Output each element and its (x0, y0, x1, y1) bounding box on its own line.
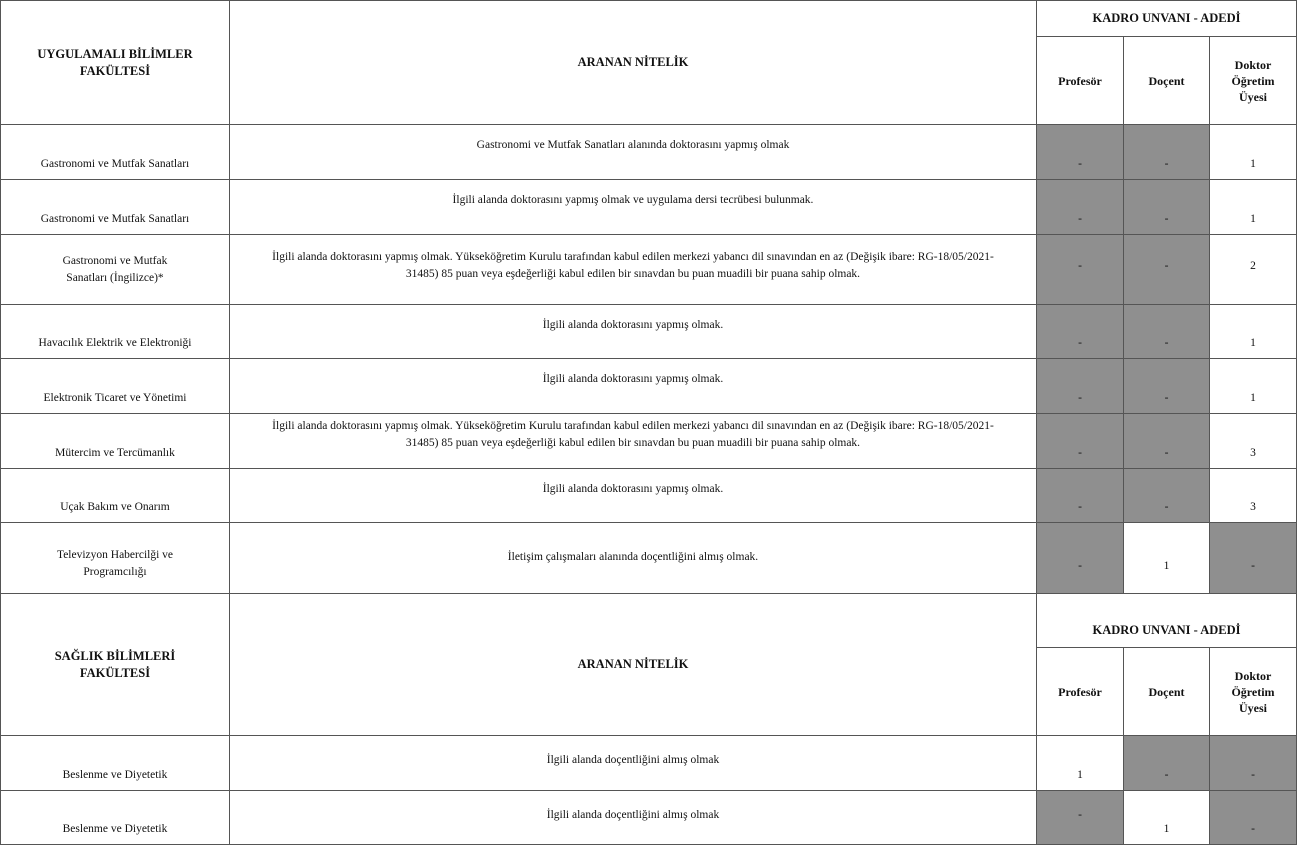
department-name: Elektronik Ticaret ve Yönetimi (1, 359, 230, 414)
count-dr-faculty: - (1210, 791, 1297, 845)
count-docent: - (1124, 235, 1210, 305)
count-docent: - (1124, 305, 1210, 359)
department-name: Beslenme ve Diyetetik (1, 791, 230, 845)
col-dr-faculty-member: Doktor Öğretim Üyesi (1210, 37, 1297, 125)
table-row (1, 523, 1297, 594)
count-docent: - (1124, 180, 1210, 235)
kadro-header: KADRO UNVANI - ADEDİ (1037, 594, 1297, 648)
requirement-text: İlgili alanda doktorasını yapmış olmak. (230, 469, 1037, 523)
table-row (1, 736, 1297, 791)
table-row (1, 235, 1297, 305)
col-professor: Profesör (1037, 648, 1124, 736)
col-docent: Doçent (1124, 648, 1210, 736)
table-row (1, 125, 1297, 180)
count-professor: - (1037, 469, 1124, 523)
faculty-title: SAĞLIK BİLİMLERİ FAKÜLTESİ (1, 594, 230, 736)
table-row (1, 469, 1297, 523)
col-dr-faculty-member: Doktor Öğretim Üyesi (1210, 648, 1297, 736)
department-name: Beslenme ve Diyetetik (1, 736, 230, 791)
table-row (1, 791, 1297, 845)
requirement-text: Gastronomi ve Mutfak Sanatları alanında doktorasını yapmış olmak (230, 125, 1037, 180)
count-professor: - (1037, 414, 1124, 469)
requirement-text: İlgili alanda doktorasını yapmış olmak. (230, 359, 1037, 414)
department-name: Gastronomi ve Mutfak Sanatları (1, 125, 230, 180)
requirement-text: İletişim çalışmaları alanında doçentliğini almış olmak. (230, 523, 1037, 594)
count-professor: - (1037, 791, 1124, 845)
count-professor: - (1037, 305, 1124, 359)
department-name: Mütercim ve Tercümanlık (1, 414, 230, 469)
count-docent: 1 (1124, 791, 1210, 845)
table-row (1, 180, 1297, 235)
count-professor: - (1037, 125, 1124, 180)
kadro-header: KADRO UNVANI - ADEDİ (1037, 1, 1297, 37)
count-professor: - (1037, 235, 1124, 305)
col-professor: Profesör (1037, 37, 1124, 125)
requirement-text: İlgili alanda doktorasını yapmış olmak. Yükseköğretim Kurulu tarafından kabul edilen merkezi yabancı dil sınavından en az (Değişik ibare: RG-18/05/2021-31485) 85 puan veya eşdeğerliği kabul edilen bir sınavdan bu puan muadili bir puana sahip olmak. (230, 235, 1037, 305)
count-dr-faculty: 1 (1210, 305, 1297, 359)
count-professor: - (1037, 523, 1124, 594)
count-dr-faculty: - (1210, 523, 1297, 594)
col-docent: Doçent (1124, 37, 1210, 125)
table-row (1, 414, 1297, 469)
requirement-text: İlgili alanda doktorasını yapmış olmak. Yükseköğretim Kurulu tarafından kabul edilen merkezi yabancı dil sınavından en az (Değişik ibare: RG-18/05/2021-31485) 85 puan veya eşdeğerliği kabul edilen bir sınavdan bu puan muadili bir puana sahip olmak. (230, 414, 1037, 469)
department-name: Uçak Bakım ve Onarım (1, 469, 230, 523)
department-name: Havacılık Elektrik ve Elektroniği (1, 305, 230, 359)
count-dr-faculty: - (1210, 736, 1297, 791)
requirement-text: İlgili alanda doçentliğini almış olmak (230, 791, 1037, 845)
count-professor: - (1037, 359, 1124, 414)
count-dr-faculty: 3 (1210, 414, 1297, 469)
requirement-header: ARANAN NİTELİK (230, 594, 1037, 736)
count-docent: - (1124, 125, 1210, 180)
count-dr-faculty: 1 (1210, 180, 1297, 235)
requirement-text: İlgili alanda doktorasını yapmış olmak. (230, 305, 1037, 359)
count-professor: 1 (1037, 736, 1124, 791)
count-professor: - (1037, 180, 1124, 235)
count-dr-faculty: 1 (1210, 359, 1297, 414)
count-docent: 1 (1124, 523, 1210, 594)
requirement-header: ARANAN NİTELİK (230, 1, 1037, 125)
count-dr-faculty: 2 (1210, 235, 1297, 305)
faculty-title: UYGULAMALI BİLİMLER FAKÜLTESİ (1, 1, 230, 125)
count-docent: - (1124, 469, 1210, 523)
table-row (1, 359, 1297, 414)
count-dr-faculty: 3 (1210, 469, 1297, 523)
department-name: Gastronomi ve Mutfak Sanatları (1, 180, 230, 235)
table-row (1, 305, 1297, 359)
count-dr-faculty: 1 (1210, 125, 1297, 180)
count-docent: - (1124, 736, 1210, 791)
count-docent: - (1124, 359, 1210, 414)
requirement-text: İlgili alanda doktorasını yapmış olmak ve uygulama dersi tecrübesi bulunmak. (230, 180, 1037, 235)
department-name: Gastronomi ve Mutfak Sanatları (İngilizce)* (1, 235, 230, 305)
requirement-text: İlgili alanda doçentliğini almış olmak (230, 736, 1037, 791)
department-name: Televizyon Habercilği ve Programcılığı (1, 523, 230, 594)
count-docent: - (1124, 414, 1210, 469)
